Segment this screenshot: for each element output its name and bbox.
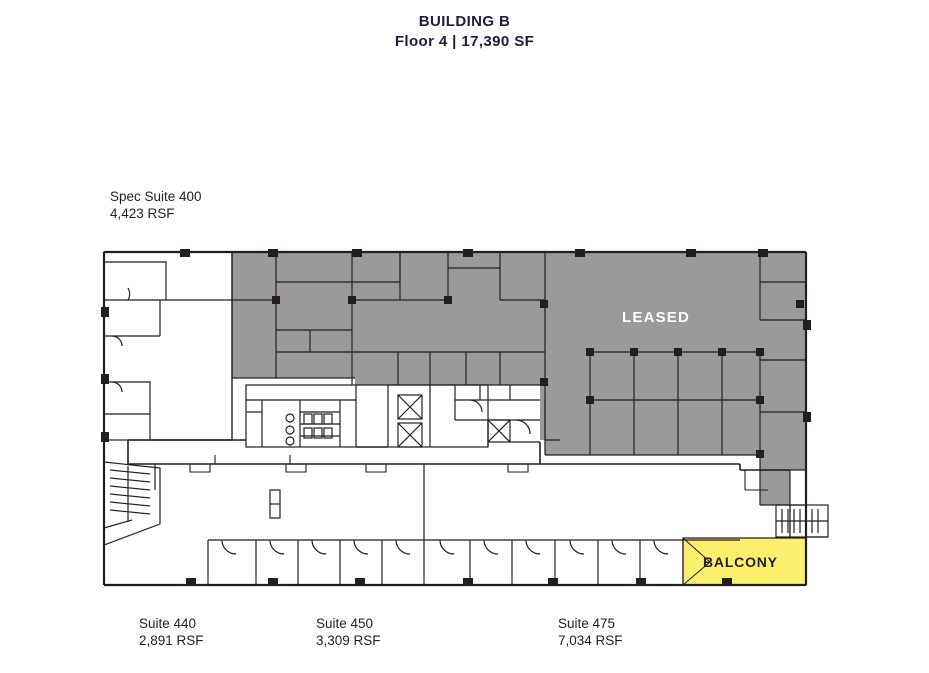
stair-left: [104, 440, 160, 585]
suite-area: 3,309 RSF: [316, 633, 381, 648]
corridor-doors: [190, 455, 768, 490]
suite-name: Suite 475: [558, 616, 616, 631]
balcony-area-label: BALCONY: [703, 554, 778, 570]
building-title: BUILDING B: [418, 13, 511, 30]
suite-area: 7,034 RSF: [558, 633, 623, 648]
lower-suites-walls: [104, 464, 740, 585]
floor-subtitle: Floor 4 | 17,390 SF: [394, 33, 535, 50]
building-core: [246, 385, 540, 447]
suite-label-spec-400: [110, 188, 202, 222]
suite-name: Suite 450: [316, 616, 374, 631]
stair-right: [776, 505, 828, 538]
suite-area: 4,423 RSF: [110, 206, 175, 221]
suite-label-450: [316, 615, 381, 649]
suite-name: Suite 440: [139, 616, 197, 631]
leased-area-label: LEASED: [622, 309, 691, 326]
suite-label-440: [139, 615, 204, 649]
spec-suite-400-walls: [104, 252, 232, 440]
suite-name: Spec Suite 400: [110, 189, 202, 204]
suite-label-475: [558, 615, 623, 649]
suite-area: 2,891 RSF: [139, 633, 204, 648]
